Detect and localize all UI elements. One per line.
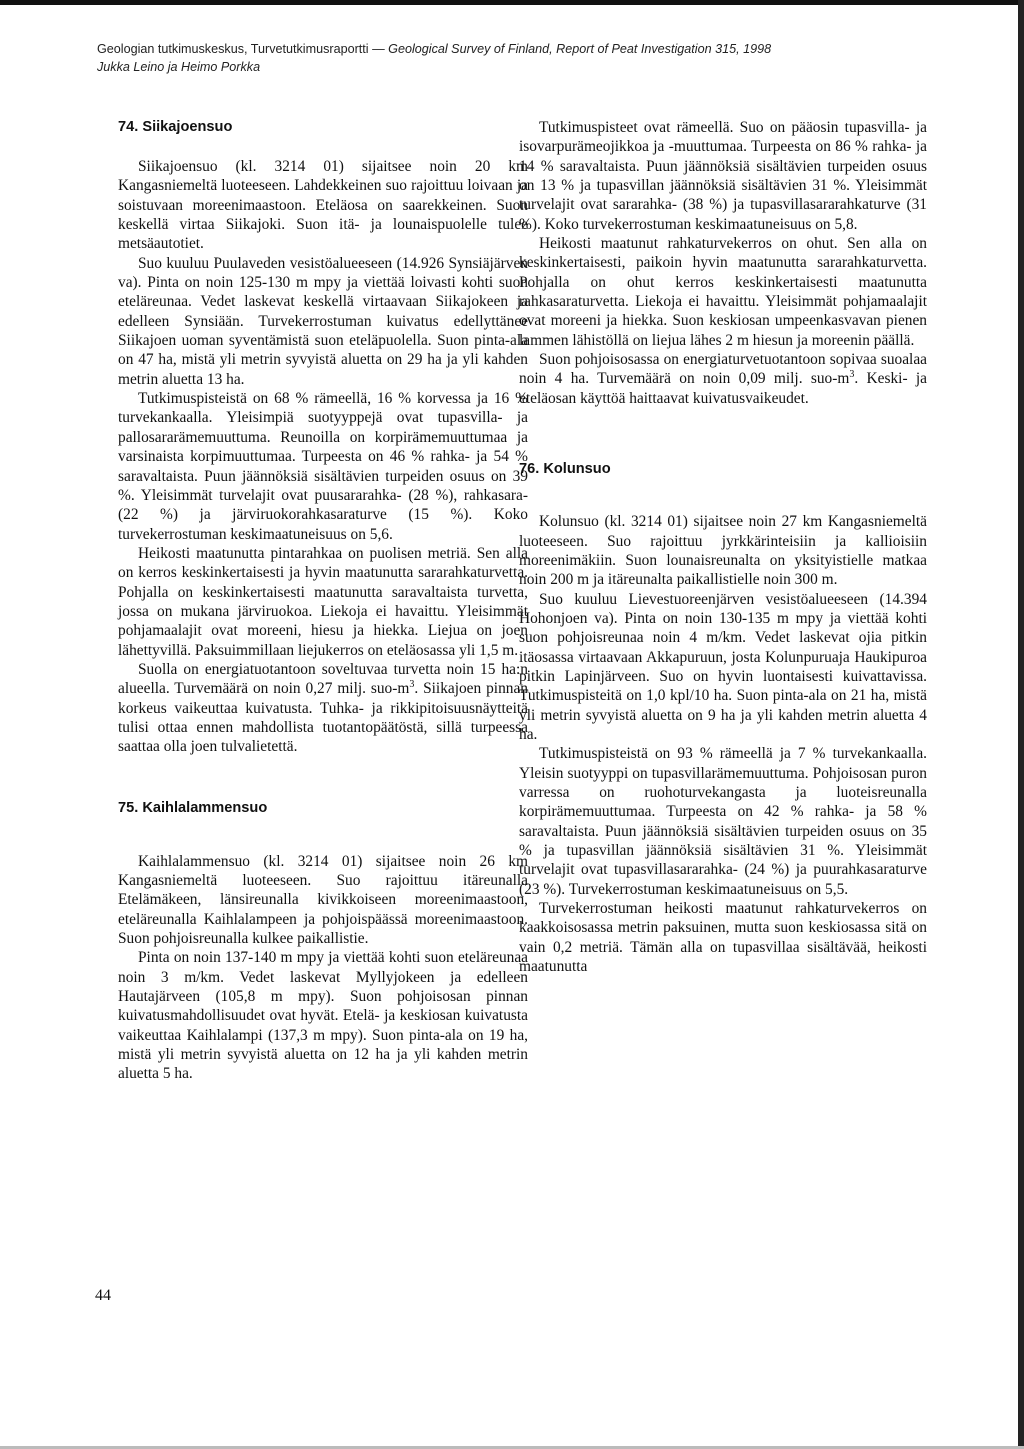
- section-75-paragraph-1: Kaihlalammensuo (kl. 3214 01) sijaitsee noin 26 km Kangasniemeltä luoteeseen. Suo rajoittuu itäreunalla Etelämäkeen, länsireunalla kivikkoiseen moreenimaastoon, eteläreunalla Kaihlalampeen ja pohjoispäässä moreenimaastoon. Suon pohjoisreunalla kulkee paikallistie.: [118, 852, 528, 948]
- header-authors: Jukka Leino ja Heimo Porkka: [97, 60, 261, 74]
- header-line-1: [97, 40, 957, 58]
- section-74-p5-text-b: . Siikajoen pinnan korkeus vaikeuttaa kuivatusta. Tuhka- ja rikkipitoisuusnäytteitä tulisi ottaa ennen mahdollista tuotantopäätöstä, sillä turpeessa saattaa olla joen tulvalietettä.: [118, 680, 528, 756]
- section-74-title: 74. Siikajoensuo: [118, 119, 233, 135]
- section-75-paragraph-3: Tutkimuspisteet ovat rämeellä. Suo on pääosin tupasvilla- ja isovarpurämeojikkoa ja -muuttumaa. Turpeesta on 86 % rahka- ja 14 % saravaltaista. Puun jäännöksiä sisältävien turpeiden osuus on 13 % ja tupasvillan jäännöksiä sisältävien 31 %. Yleisimmät turvelajit ovat sararahka- (38 %) ja tupasvillasararahkaturve (31 %). Koko turvekerrostuman keskimaatuneisuus on 5,8.: [519, 119, 927, 233]
- section-76-paragraph-2: Suo kuuluu Lievestuoreenjärven vesistöalueeseen (14.394 Hohonjoen va). Pinta on noin 130-135 m mpy ja viettää kohti suon pohjoisreunaa noin 4 m/km. Vedet laskevat ojia pitkin itäosassa virtaavaan Akkapuruun, josta Kolunpuruaja Haukipuroa pitkin Lapinjärveen. Suo on hyvin luontaisesti kuivattavissa. Tutkimuspisteitä on 1,0 kpl/10 ha. Suon pinta-ala on 21 ha, mistä yli metrin syvyistä aluetta on 9 ha ja yli kahden metrin aluetta 4 ha.: [519, 590, 927, 743]
- section-75-paragraph-4: Heikosti maatunut rahkaturvekerros on ohut. Sen alla on keskinkertaisesti, paikoin hyvin maatunutta sararahkaturvetta. Pohjalla on ohut kerros keskinkertaisesti maatunutta rahkasaraturvetta. Liekoja ei havaittu. Yleisimmät pohjamaalajit ovat moreeni ja hiekka. Suon keskiosan umpeenkasvavan pienen lammen lähistöllä on liejua lähes 2 m hiesun ja moreenin päällä.: [519, 235, 927, 349]
- superscript: 3: [409, 679, 415, 691]
- section-74-paragraph-5: [118, 660, 528, 757]
- header-series-en: Geological Survey of Finland, Report of Peat Investigation 315, 1998: [388, 42, 772, 56]
- section-75-paragraph-5: [519, 350, 927, 408]
- section-74-paragraph-4: Heikosti maatunutta pintarahkaa on puolisen metriä. Sen alla on kerros keskinkertaisesti ja hyvin maatunutta sararahkaturvetta. Pohjalla on keskinkertaisesti maatunutta saravaltaista turvetta, jossa on mukana järviruokoa. Liekoja ei havaittu. Yleisimmät pohjamaalajit ovat moreeni, hiesu ja hiekka. Liejua on joen lähettyvillä. Paksuimmillaan liejukerros on eteläosassa yli 1,5 m.: [118, 544, 528, 659]
- section-75-p5-text-b: . Keski- ja eteläosan käyttöä haittaavat kuivatusvaikeudet.: [519, 370, 927, 407]
- section-75-p5-text-a: Suon pohjoisosassa on energiaturvetuotantoon sopivaa suoalaa noin 4 ha. Turvemäärä on noin 0,09 milj. suo-m: [519, 351, 927, 388]
- running-header: [97, 40, 957, 76]
- left-column: [118, 118, 528, 1084]
- section-75-title: 75. Kaihlalammensuo: [118, 799, 268, 816]
- right-column: [519, 118, 927, 976]
- section-76-paragraph-4: Turvekerrostuman heikosti maatunut rahkaturvekerros on kaakkoisosassa metrin paksuinen, mutta suon keskiosassa sitä on vain 0,2 metriä. Tämän alla on tupasvillaa sisältävää, heikosti maatunutta: [519, 900, 927, 976]
- superscript: 3: [849, 369, 855, 381]
- section-75-paragraph-2: Pinta on noin 137-140 m mpy ja viettää kohti suon eteläreunaa noin 3 m/km. Vedet laskevat Myllyjokeen ja edelleen Hautajärveen (105,8 m mpy). Suon pohjoisosan pinnan kuivatusmahdollisuudet ovat hyvät. Etelä- ja keskiosan kuivatusta vaikeuttaa Kaihlalampi (137,3 m mpy). Suon pinta-ala on 19 ha, mistä yli metrin syvyistä aluetta on 12 ha ja yli kahden metrin aluetta 5 ha.: [118, 949, 528, 1083]
- section-76-title: 76. Kolunsuo: [519, 461, 611, 478]
- top-border: [0, 0, 1024, 5]
- section-76-paragraph-3: Tutkimuspisteistä on 93 % rämeellä ja 7 % turvekankaalla. Yleisin suotyyppi on tupasvillarämemuuttuma. Pohjoisosan puron varressa on ruohoturvekangasta ja luoteisreunalla korpirämemuuttumaa. Turpeesta on 42 % rahka- ja 58 % saravaltaista. Puun jäännöksiä sisältävien turpeiden osuus on 35 % ja tupasvillan jäännöksiä sisältävien 31 %. Yleisimmät turvelajit ovat tupasvillasararahka- (24 %) ja puurahkasaraturve (23 %). Turvekerrostuman keskimaatuneisuus on 5,5.: [519, 745, 927, 898]
- section-76-paragraph-1: Kolunsuo (kl. 3214 01) sijaitsee noin 27 km Kangasniemeltä luoteeseen. Suo rajoittuu jyrkkärinteisiin ja kallioisiin moreenimäkiin. Suon lounaisreunalta on yksityistielle matkaa noin 200 m ja itäreunalta paikallistielle noin 300 m.: [519, 513, 927, 589]
- scan-edge: [1018, 0, 1024, 1449]
- section-74-paragraph-1: Siikajoensuo (kl. 3214 01) sijaitsee noin 20 km Kangasniemeltä luoteeseen. Lahdekkeinen suo rajoittuu loivaan ja soistuvaan moreenimaastoon. Eteläosa on saarekkeinen. Suon keskellä virtaa Siikajoki. Suon itä- ja lounaispuolelle tulee metsäautotiet.: [118, 158, 528, 253]
- section-74-paragraph-3: Tutkimuspisteistä on 68 % rämeellä, 16 % korvessa ja 16 % turvekankaalla. Yleisimpiä suotyyppejä ovat tupasvilla- ja pallosararämemuuttuma. Reunoilla on korpirämemuuttumaa ja varsinaista korpimuuttumaa. Turpeesta on 46 % rahka- ja 54 % saravaltaista. Puun jäännöksiä sisältävien turpeiden osuus on 39 %. Yleisimmät turvelajit ovat puusararahka- (28 %), rahkasara- (22 %) ja järviruokorahkasaraturve (15 %). Koko turvekerrostuman keskimaatuneisuus on 5,6.: [118, 390, 528, 543]
- section-74-paragraph-2: Suo kuuluu Puulaveden vesistöalueeseen (14.926 Synsiäjärven va). Pinta on noin 125-130 m mpy ja viettää loivasti kohti suon eteläreunaa. Vedet laskevat keskellä virtaavaan Siikajokeen ja edelleen Synsiään. Turvekerrostuman kuivatus edellyttänee Siikajoen uoman syventämistä suon eteläpuolella. Suon pinta-ala on 47 ha, mistä yli metrin syvyistä aluetta on 29 ha ja yli kahden metrin aluetta 13 ha.: [118, 254, 528, 388]
- page-number: 44: [95, 1287, 111, 1304]
- section-74-p5-text-a: Suolla on energiatuotantoon soveltuvaa turvetta noin 15 ha:n alueella. Turvemäärä on noin 0,27 milj. suo-m: [118, 660, 528, 698]
- header-series-fi: Geologian tutkimuskeskus, Turvetutkimusraportti —: [97, 42, 385, 56]
